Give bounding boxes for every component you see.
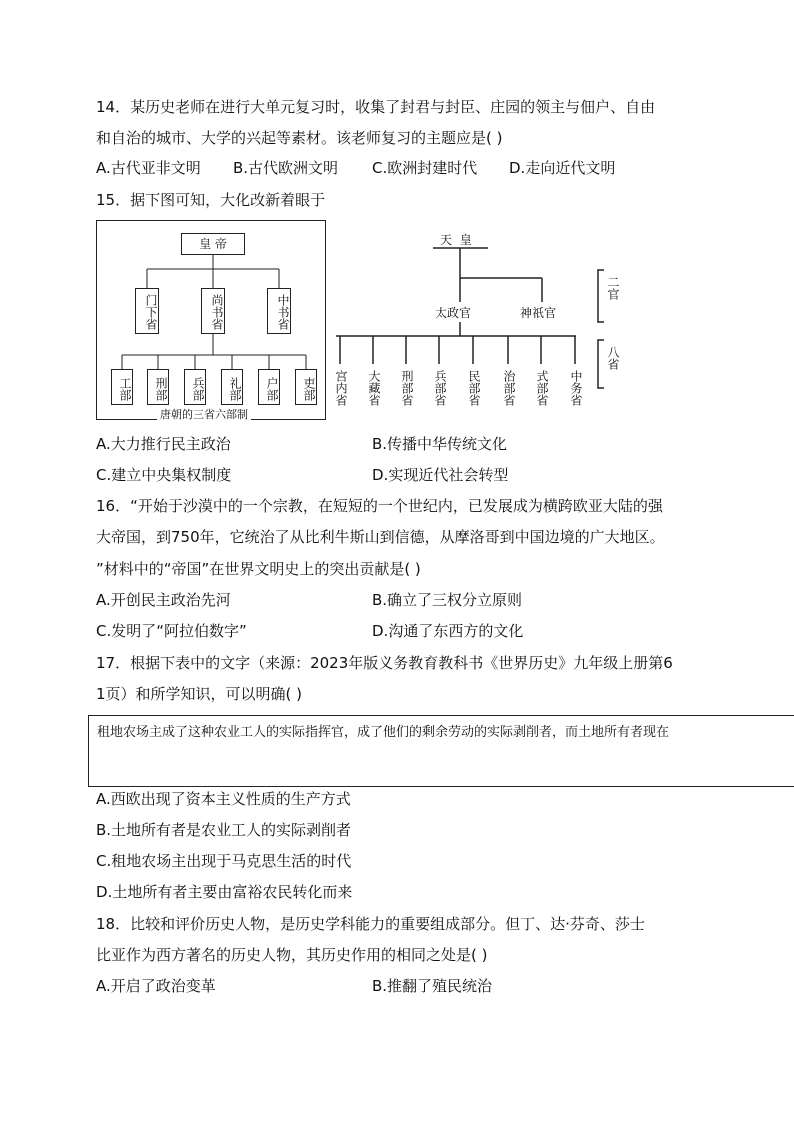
q15-option-c[interactable]: C.建立中央集权制度 (96, 466, 232, 484)
q17-option-a[interactable]: A.西欧出现了资本主义性质的生产方式 (96, 790, 351, 808)
q17-option-c[interactable]: C.租地农场主出现于马克思生活的时代 (96, 852, 352, 870)
q14-option-d[interactable]: D.走向近代文明 (509, 159, 616, 177)
q16-option-b[interactable]: B.确立了三权分立原则 (372, 591, 523, 609)
okura-label: 大藏省 (367, 370, 381, 406)
bingbu-box: 兵部 (184, 369, 206, 405)
two-officials-label: 二官 (606, 276, 620, 300)
q14-option-b[interactable]: B.古代欧洲文明 (233, 159, 339, 177)
q17-source-table (88, 715, 794, 787)
q18-stem-line1: 18．比较和评价历史人物，是历史学科能力的重要组成部分。但丁、达·芬奇、莎士 (96, 915, 645, 933)
shangshu-box: 尚书省 (201, 288, 225, 334)
libu-official-box: 吏部 (295, 369, 317, 405)
hubu-box: 户部 (258, 369, 280, 405)
q16-stem-line3: ”材料中的“帝国”在世界文明史上的突出贡献是( ) (96, 560, 421, 578)
q14-stem-line2: 和自治的城市、大学的兴起等素材。该老师复习的主题应是( ) (96, 129, 503, 147)
xingbu-box: 刑部 (147, 369, 169, 405)
emperor-box: 皇 帝 (181, 233, 245, 255)
q17-option-d[interactable]: D.土地所有者主要由富裕农民转化而来 (96, 883, 353, 901)
nakatsukasa-label: 中务省 (569, 370, 583, 406)
q17-stem-line2: 1页）和所学知识，可以明确( ) (96, 685, 303, 703)
libu-box: 礼部 (221, 369, 243, 405)
q17-table-text: 租地农场主成了这种农业工人的实际指挥官，成了他们的剩余劳动的实际剥削者，而土地所有者现在 (97, 725, 670, 740)
q18-option-a[interactable]: A.开启了政治变革 (96, 977, 216, 995)
q15-stem: 15．据下图可知，大化改新着眼于 (96, 191, 326, 209)
q17-option-b[interactable]: B.土地所有者是农业工人的实际剥削者 (96, 821, 352, 839)
q14-option-c[interactable]: C.欧洲封建时代 (372, 159, 478, 177)
zhongshu-box: 中书省 (267, 288, 291, 334)
taika-system-diagram (330, 228, 630, 428)
tang-system-diagram (96, 220, 326, 420)
menxia-box: 门下省 (135, 288, 159, 334)
q18-option-b[interactable]: B.推翻了殖民统治 (372, 977, 493, 995)
q14-option-a[interactable]: A.古代亚非文明 (96, 159, 201, 177)
q16-option-a[interactable]: A.开创民主政治先河 (96, 591, 231, 609)
q14-stem-line1: 14．某历史老师在进行大单元复习时，收集了封君与封臣、庄园的领主与佃户、自由 (96, 98, 656, 116)
q16-option-c[interactable]: C.发明了“阿拉伯数字” (96, 622, 247, 640)
q16-option-d[interactable]: D.沟通了东西方的文化 (372, 622, 524, 640)
dajokan-label: 太政官 (435, 306, 472, 320)
kunai-label: 宫内省 (334, 370, 348, 406)
hyobu-label: 兵部省 (433, 370, 447, 406)
q15-option-b[interactable]: B.传播中华传统文化 (372, 435, 508, 453)
jibu-label: 治部省 (502, 370, 516, 406)
tenno-label: 天 皇 (440, 233, 474, 247)
q15-option-d[interactable]: D.实现近代社会转型 (372, 466, 509, 484)
q16-stem-line2: 大帝国，到750年，它统治了从比利牛斯山到信德，从摩洛哥到中国边境的广大地区。 (96, 528, 665, 546)
tang-diagram-caption: 唐朝的三省六部制 (157, 409, 251, 421)
gongbu-box: 工部 (111, 369, 133, 405)
q16-stem-line1: 16．“开始于沙漠中的一个宗教，在短短的一个世纪内，已发展成为横跨欧亚大陆的强 (96, 497, 663, 515)
q17-stem-line1: 17．根据下表中的文字（来源：2023年版义务教育教科书《世界历史》九年级上册第6 (96, 654, 673, 672)
q18-stem-line2: 比亚作为西方著名的历史人物，其历史作用的相同之处是( ) (96, 946, 488, 964)
eight-ministries-label: 八省 (606, 346, 620, 370)
shikibu-label: 式部省 (535, 370, 549, 406)
q15-option-a[interactable]: A.大力推行民主政治 (96, 435, 231, 453)
jingikan-label: 神祇官 (520, 306, 557, 320)
minbu-label: 民部省 (467, 370, 481, 406)
gyobu-label: 刑部省 (400, 370, 414, 406)
